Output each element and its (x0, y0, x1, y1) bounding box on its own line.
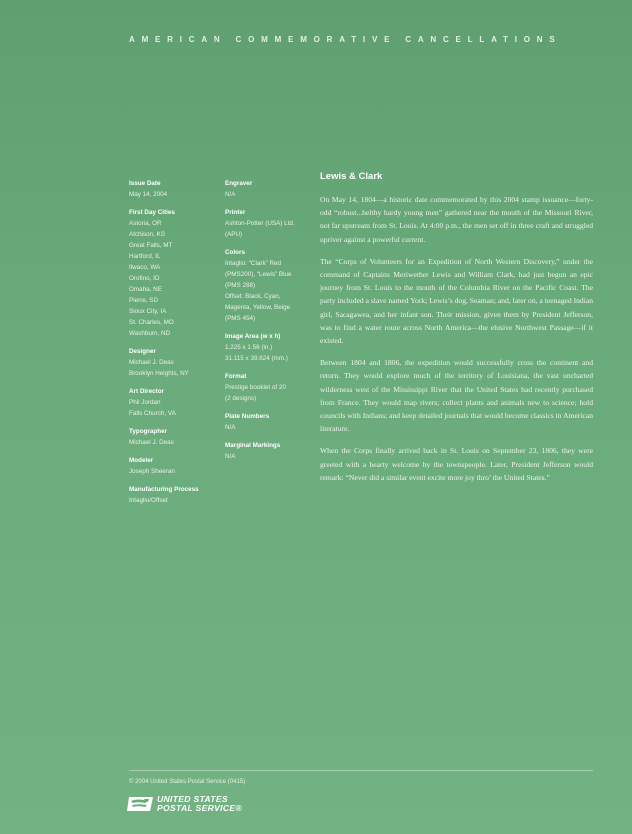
field-label: Typographer (129, 428, 168, 435)
field-image-area (225, 331, 309, 364)
field-value: Phil Jordan (129, 399, 161, 406)
field-value: (APU) (225, 231, 243, 238)
field-value: Joseph Sheeran (129, 468, 175, 475)
usps-logo (126, 795, 242, 813)
field-value: May 14, 2004 (129, 191, 168, 198)
field-label: Engraver (225, 180, 253, 187)
article-title: Lewis & Clark (320, 171, 383, 182)
field-value: Intaglio: “Clark” Red (225, 260, 281, 267)
field-value: (PMS 288) (225, 282, 256, 289)
field-marginal-markings (225, 440, 309, 462)
field-value: Intaglio/Offset (129, 497, 168, 504)
field-label: Plate Numbers (225, 413, 270, 420)
field-value: Washburn, ND (129, 330, 171, 337)
field-value: Michael J. Deas (129, 439, 174, 446)
field-value: Great Falls, MT (129, 242, 173, 249)
field-value: Magenta, Yellow, Beige (225, 304, 291, 311)
details-left-column (129, 178, 221, 513)
field-value: Ashton-Potter (USA) Ltd. (225, 220, 295, 227)
field-value: Falls Church, VA (129, 410, 176, 417)
field-value: (PMS 454) (225, 315, 256, 322)
field-value: N/A (225, 424, 236, 431)
field-label: Printer (225, 209, 246, 216)
field-value: (PMS200), “Lewis” Blue (225, 271, 292, 278)
field-first-day-cities (129, 207, 221, 339)
article-paragraph: The “Corps of Volunteers for an Expedition of North Western Discovery,” under the command of Captains Meriwether Lewis and William Clark, had just begun an epic journey from St. Louis to the mouth of the Columbia River on the Pacific Coast. The party included a slave named York; Lewis’s dog, Seaman; and, later on, a teenaged Indian girl, Sacagawea, and her infant son. Their mission, given them by President Jefferson, was to find a water route across North America—the elusive Northwest Passage—if it existed. (320, 256, 593, 346)
field-label: Colors (225, 249, 245, 256)
field-value: Offset: Black, Cyan, (225, 293, 281, 300)
field-value: 1.225 x 1.56 (in.) (225, 344, 273, 351)
field-value: Orofino, ID (129, 275, 160, 282)
article (320, 171, 593, 493)
field-label: Format (225, 373, 247, 380)
field-modeler (129, 455, 221, 477)
field-art-director (129, 386, 221, 419)
field-label: First Day Cities (129, 209, 175, 216)
field-value: Atchison, KS (129, 231, 166, 238)
field-value: N/A (225, 191, 236, 198)
field-engraver (225, 178, 309, 200)
field-label: Designer (129, 348, 156, 355)
field-plate-numbers (225, 411, 309, 433)
field-value: Ilwaco, WA (129, 264, 161, 271)
field-label: Marginal Markings (225, 442, 281, 449)
field-value: Brooklyn Heights, NY (129, 370, 189, 377)
field-value: Omaha, NE (129, 286, 162, 293)
field-value: Sioux City, IA (129, 308, 167, 315)
eagle-icon (126, 795, 154, 813)
page-header: AMERICAN COMMEMORATIVE CANCELLATIONS (129, 35, 562, 44)
article-paragraph: On May 14, 1804—a historic date commemorated by this 2004 stamp issuance—forty-odd “robust...helthy hardy young men” gathered near the mouth of the Missouri River, not far upstream from St. Louis. At 4:00 p.m., the men set off in three craft and struggled upriver against a powerful current. (320, 195, 593, 244)
field-value: St. Charles, MO (129, 319, 174, 326)
footer-divider (129, 770, 593, 771)
field-format (225, 371, 309, 404)
field-label: Image Area (w x h) (225, 333, 281, 340)
field-value: (2 designs) (225, 395, 257, 402)
field-label: Art Director (129, 388, 164, 395)
field-value: Prestige booklet of 20 (225, 384, 286, 391)
field-label: Manufacturing Process (129, 486, 199, 493)
field-issue-date (129, 178, 221, 200)
copyright-text: © 2004 United States Postal Service (0415) (129, 779, 246, 785)
field-colors (225, 247, 309, 324)
article-paragraph: Between 1804 and 1806, the expedition would successfully cross the continent and return. They would explore much of the territory of Louisiana, the vast uncharted wilderness west of the Mississippi River that the United States had recently purchased from France. They would map rivers; collect plants and animals new to science; hold councils with Indians; and keep detailed journals that would become classics in American literature. (320, 358, 593, 434)
usps-wordmark (157, 795, 242, 813)
field-value: N/A (225, 453, 236, 460)
usps-wordmark-line: UNITED STATES (157, 794, 228, 804)
field-value: 31.115 x 39.624 (mm.) (225, 355, 288, 362)
field-printer (225, 207, 309, 240)
field-value: Astoria, OR (129, 220, 162, 227)
details-mid-column (225, 178, 309, 469)
article-paragraph: When the Corps finally arrived back in St. Louis on September 23, 1806, they were greeted with a hearty welcome by the townspeople. Later, President Jefferson would remark: “Never did a similar event excite more joy thro’ the United States.” (320, 446, 593, 482)
field-value: Pierre, SD (129, 297, 159, 304)
field-label: Issue Date (129, 180, 161, 187)
usps-wordmark-line: POSTAL SERVICE® (157, 803, 243, 813)
field-value: Michael J. Deas (129, 359, 174, 366)
field-value: Hartford, IL (129, 253, 161, 260)
field-manufacturing-process (129, 484, 221, 506)
field-typographer (129, 426, 221, 448)
field-designer (129, 346, 221, 379)
field-label: Modeler (129, 457, 154, 464)
